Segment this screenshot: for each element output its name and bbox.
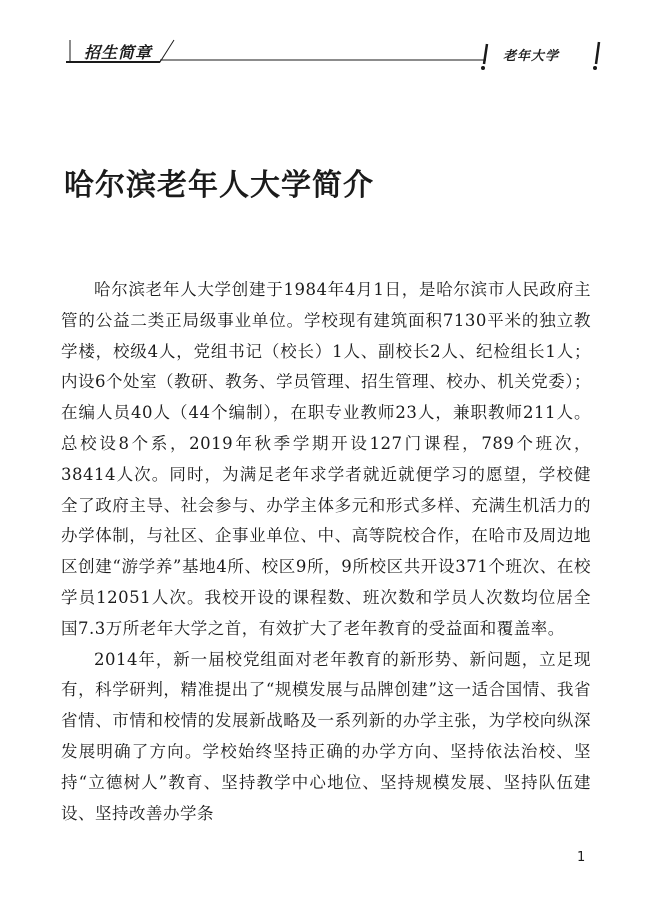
paragraph-1: 哈尔滨老年人大学创建于1984年4月1日，是哈尔滨市人民政府主管的公益二类正局级事业单位。学校现有建筑面积7130平米的独立教学楼，校级4人，党组书记（校长）1人、副校长2人、纪检组长1人；内设6个处室（教研、教务、学员管理、招生管理、校办、机关党委）；在编人员40人（44个编制），在职专业教师23人，兼职教师211人。总校设8个系，2019年秋季学期开设127门课程，789个班次，38414人次。同时，为满足老年求学者就近就便学习的愿望，学校健全了政府主导、社会参与、办学主体多元和形式多样、充满生机活力的办学体制，与社区、企事业单位、中、高等院校合作，在哈市及周边地区创建“游学养”基地4所、校区9所，9所校区共开设371个班次、在校学员12051人次。我校开设的课程数、班次数和学员人次数均位居全国7.3万所老年大学之首，有效扩大了老年教育的受益面和覆盖率。 xyxy=(61,280,591,638)
paragraph-2: 2014年，新一届校党组面对老年教育的新形势、新问题，立足现有，科学研判，精准提出了“规模发展与品牌创建”这一适合国情、我省省情、市情和校情的发展新战略及一系列新的办学主张，为学校向纵深发展明确了方向。学校始终坚持正确的办学方向、坚持依法治校、坚持“立德树人”教育、坚持教学中心地位、坚持规模发展、坚持队伍建设、坚持改善办学条 xyxy=(61,649,591,823)
page-header xyxy=(0,0,653,80)
header-publication-label: 老年大学 xyxy=(503,49,560,64)
page-title: 哈尔滨老年人大学简介 xyxy=(64,168,374,203)
article-body xyxy=(61,275,591,829)
page-number: 1 xyxy=(577,850,586,865)
header-section-label: 招生简章 xyxy=(84,43,153,62)
